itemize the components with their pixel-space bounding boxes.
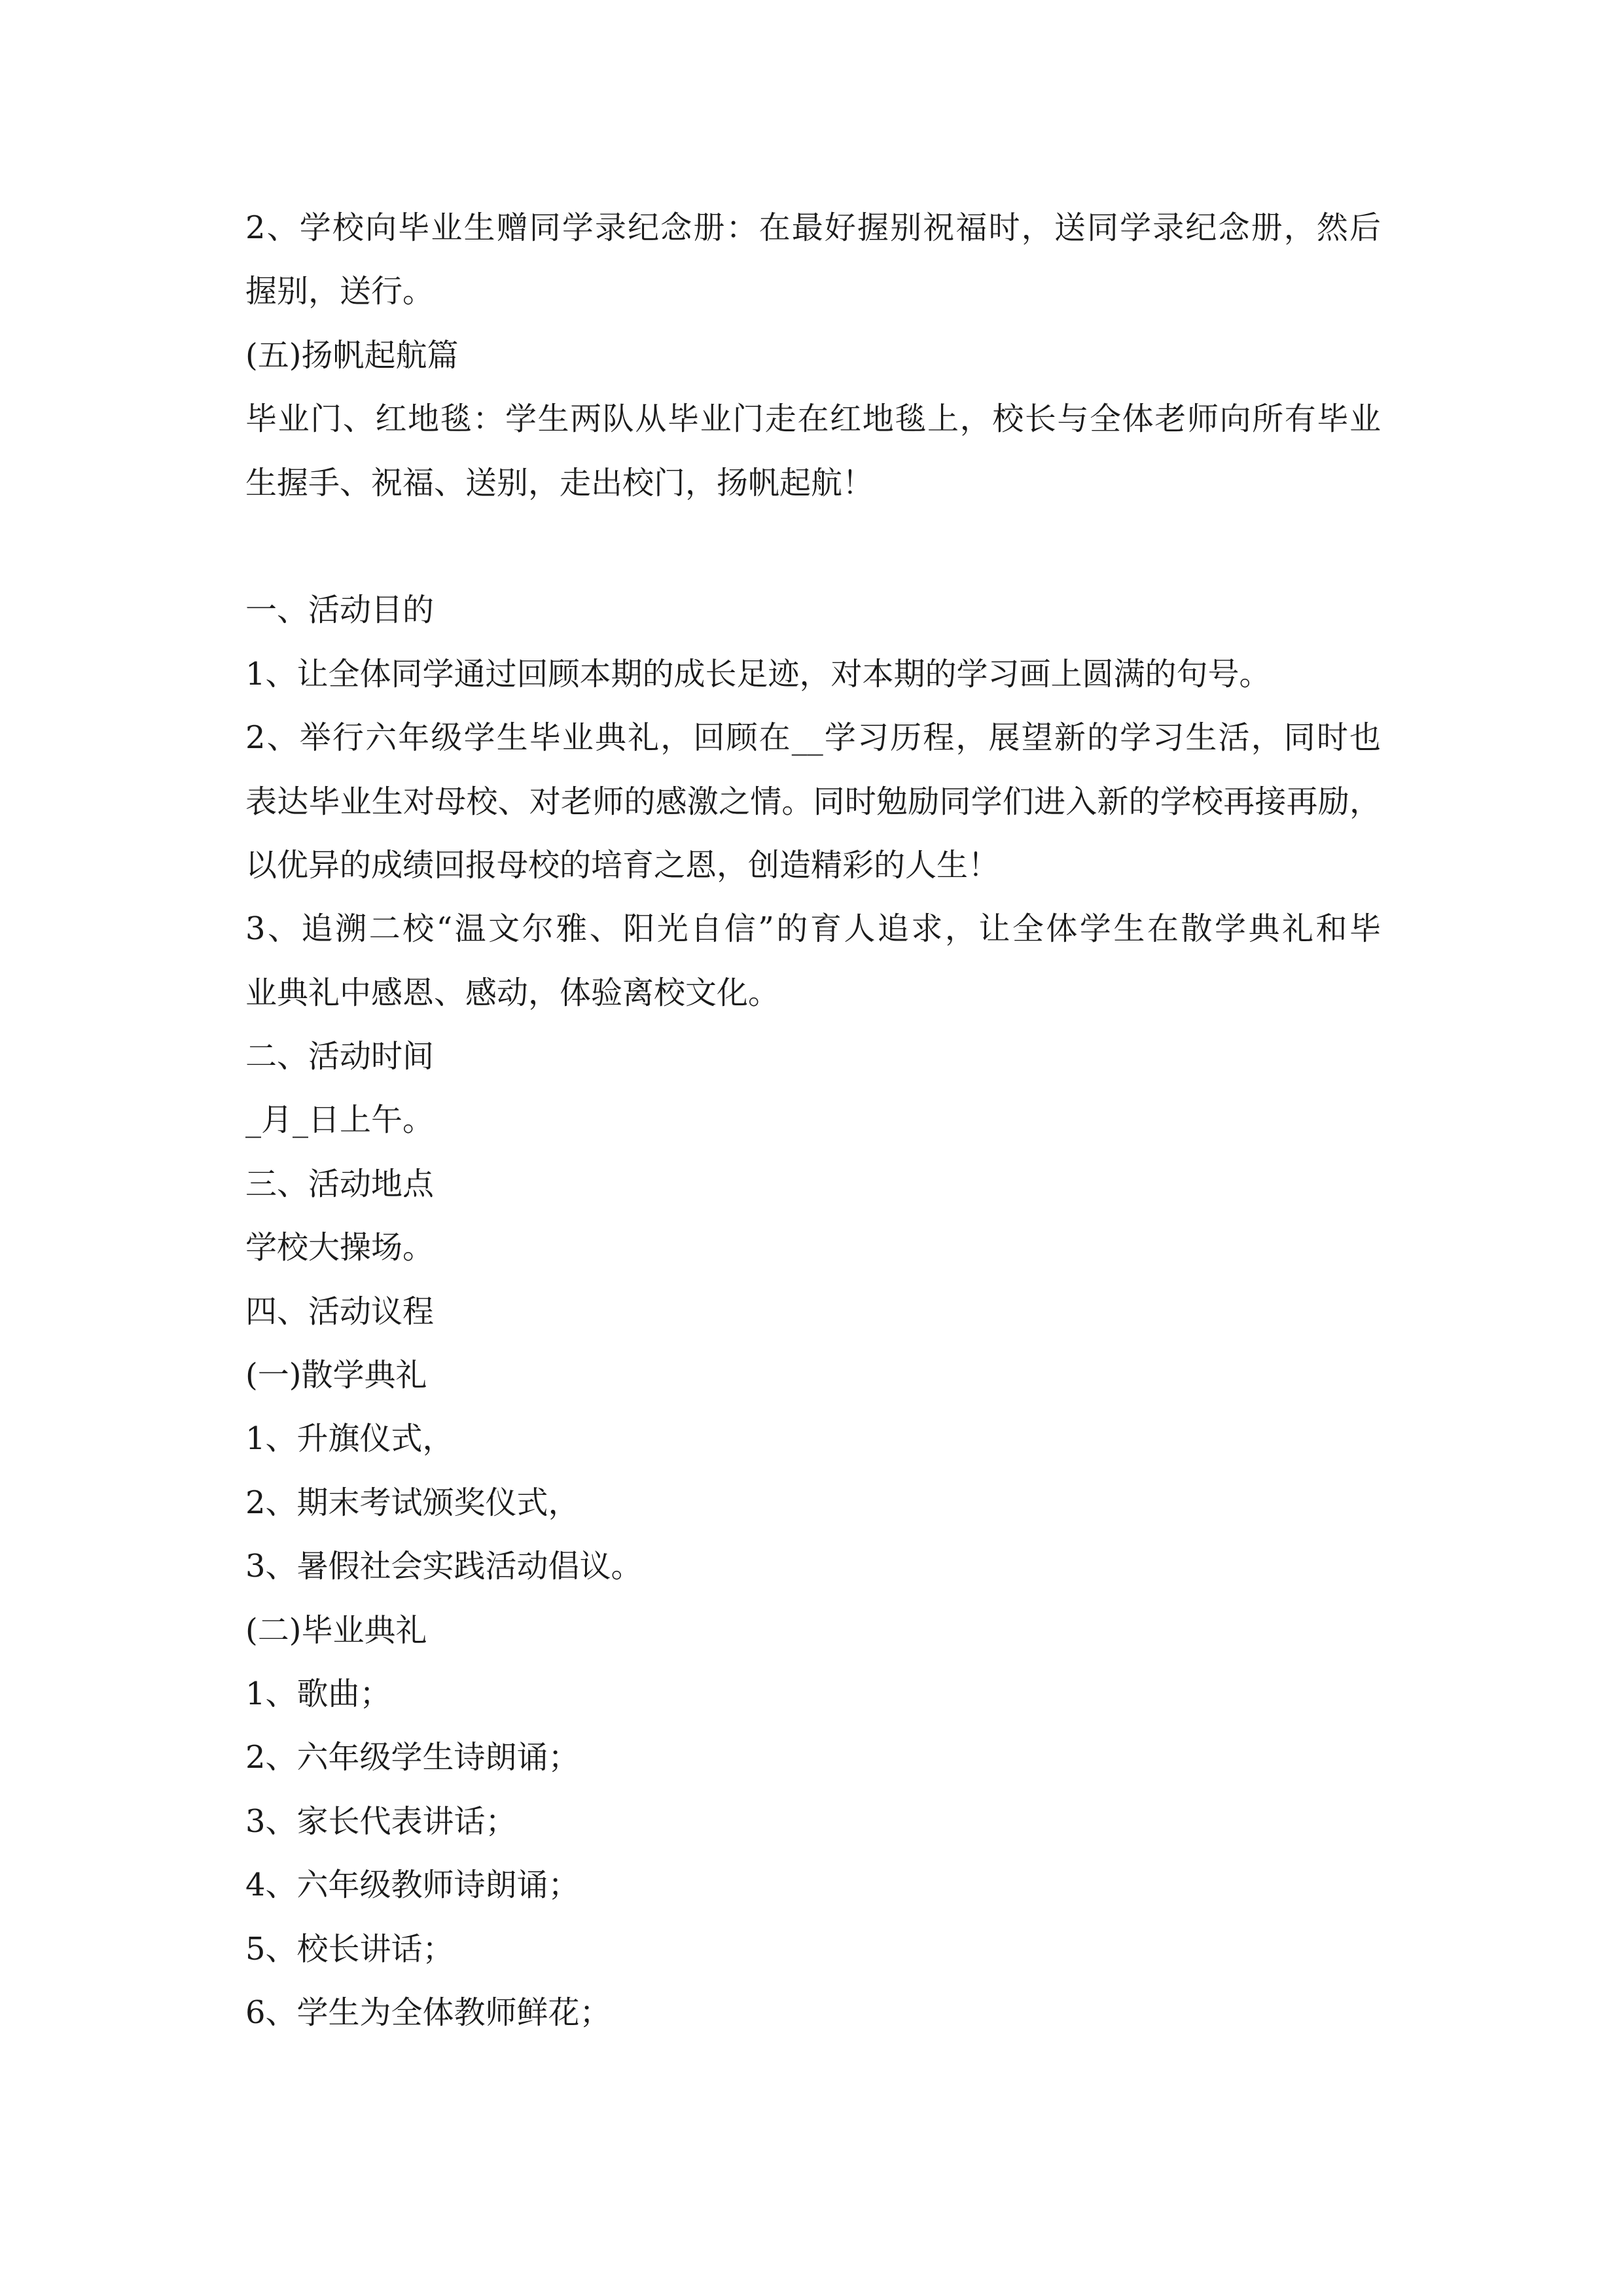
list-item: 1、升旗仪式， bbox=[245, 1420, 454, 1458]
paragraph-line: 生握手、祝福、送别，走出校门，扬帆起航！ bbox=[245, 464, 874, 501]
paragraph-line: _月_日上午。 bbox=[245, 1102, 435, 1139]
paragraph-line: 2、举行六年级学生毕业典礼，回顾在__学习历程，展望新的学习生活，同时也 bbox=[245, 719, 1381, 757]
section-heading: (五)扬帆起航篇 bbox=[245, 336, 459, 374]
paragraph-line: 以优异的成绩回报母校的培育之恩，创造精彩的人生！ bbox=[245, 846, 1000, 884]
paragraph-line: 学校大操场。 bbox=[245, 1229, 435, 1266]
list-item: 6、学生为全体教师鲜花； bbox=[245, 1994, 611, 2031]
list-item: 4、六年级教师诗朗诵； bbox=[245, 1867, 580, 1904]
paragraph-line: 1、让全体同学通过回顾本期的成长足迹，对本期的学习画上圆满的句号。 bbox=[245, 655, 1271, 692]
list-item: 2、期末考试颁奖仪式， bbox=[245, 1484, 580, 1521]
list-item: 1、歌曲； bbox=[245, 1675, 391, 1712]
list-item: 3、暑假社会实践活动倡议。 bbox=[245, 1548, 643, 1585]
list-item: 3、家长代表讲话； bbox=[245, 1803, 517, 1840]
subsection-heading: (二)毕业典礼 bbox=[245, 1611, 427, 1649]
section-heading: 三、活动地点 bbox=[245, 1165, 435, 1202]
paragraph-line: 2、学校向毕业生赠同学录纪念册：在最好握别祝福时，送同学录纪念册，然后 bbox=[245, 209, 1381, 246]
list-item: 2、六年级学生诗朗诵； bbox=[245, 1739, 580, 1776]
paragraph-line: 3、追溯二校“温文尔雅、阳光自信”的育人追求，让全体学生在散学典礼和毕 bbox=[245, 910, 1381, 948]
document-page bbox=[245, 196, 1381, 2045]
paragraph-line: 业典礼中感恩、感动，体验离校文化。 bbox=[245, 974, 780, 1011]
subsection-heading: (一)散学典礼 bbox=[245, 1357, 427, 1394]
list-item: 5、校长讲话； bbox=[245, 1930, 454, 1967]
section-heading: 一、活动目的 bbox=[245, 592, 435, 629]
paragraph-line: 毕业门、红地毯：学生两队从毕业门走在红地毯上，校长与全体老师向所有毕业 bbox=[245, 401, 1381, 438]
section-heading: 四、活动议程 bbox=[245, 1293, 435, 1330]
paragraph-line: 握别，送行。 bbox=[245, 273, 435, 310]
paragraph-line: 表达毕业生对母校、对老师的感激之情。同时勉励同学们进入新的学校再接再励， bbox=[245, 783, 1381, 820]
section-heading: 二、活动时间 bbox=[245, 1038, 435, 1075]
blank-line bbox=[245, 515, 1381, 579]
